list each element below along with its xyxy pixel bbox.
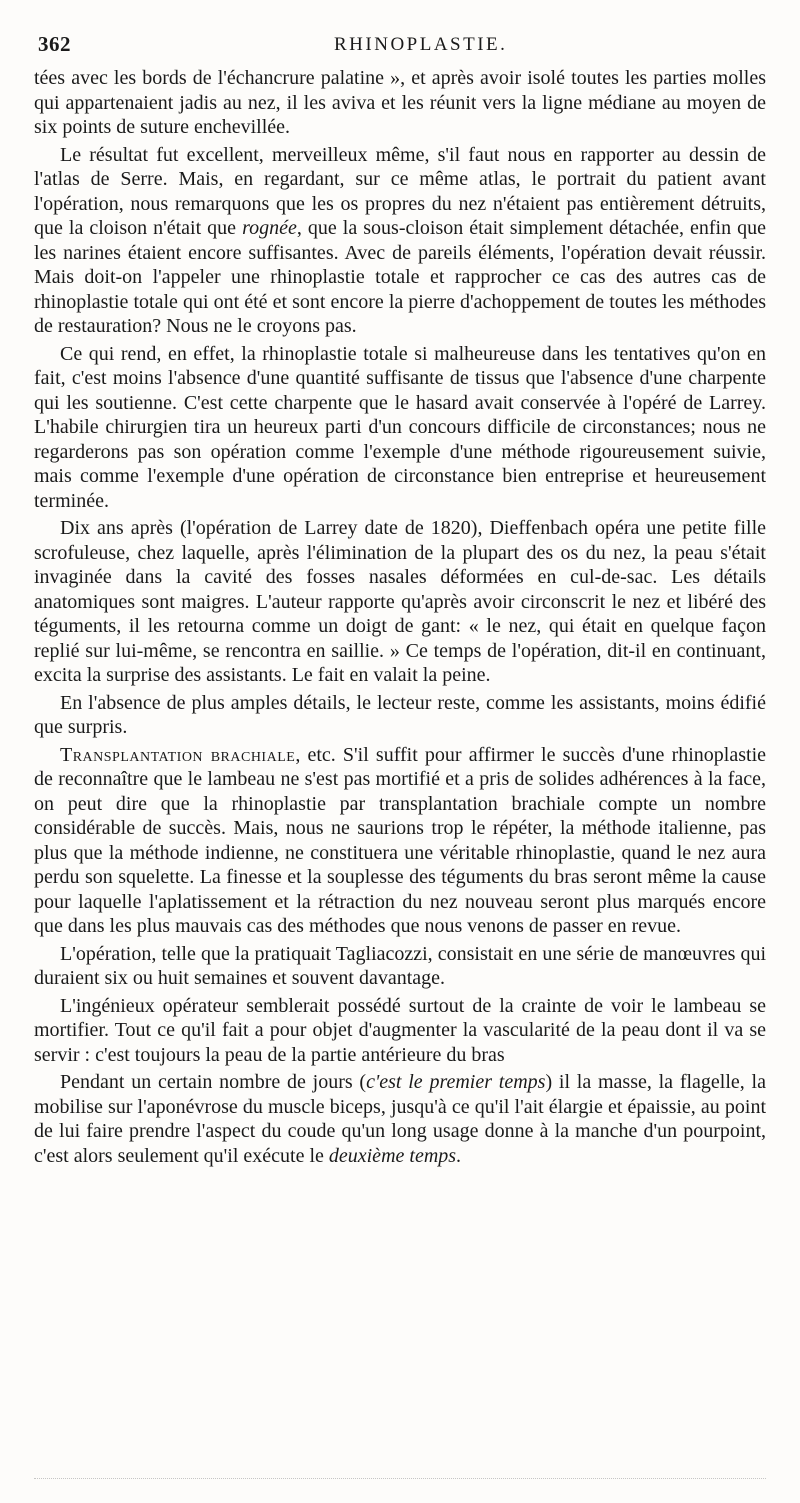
paragraph-7	[34, 942, 766, 991]
running-title: RHINOPLASTIE.	[334, 34, 508, 55]
paragraph-3	[34, 342, 766, 514]
paragraph-text: Le résultat fut excellent, merveilleux même, s'il faut nous en rapporter au dessin de l'atlas de Serre. Mais, en regardant, sur ce même atlas, le portrait du patient avant l'opération, nous remarquons que les os propres du nez n'étaient pas entièrement détruits, que la cloison n'était que	[34, 143, 766, 239]
paragraph-text: En l'absence de plus amples détails, le lecteur reste, comme les assistants, moins édifié que surpris.	[34, 691, 766, 738]
paragraph-text: L'opération, telle que la pratiquait Tagliacozzi, consistait en une série de manœuvres qui duraient six ou huit semaines et souvent davantage.	[34, 942, 766, 989]
paragraph-text: ) il la masse, la flagelle, la mobilise sur l'aponévrose du muscle biceps, jusqu'à ce qu'il l'ait élargie et épaissie, au point de lui faire prendre l'aspect du coude qu'un long usage donne à la manche d'un pourpoint, c'est alors seulement qu'il exécute le	[34, 1071, 766, 1167]
body-text	[34, 66, 766, 1171]
paragraph-text: tées avec les bords de l'échancrure palatine », et après avoir isolé toutes les parties molles qui appartenaient jadis au nez, il les aviva et les réunit vers la ligne médiane au moyen de six points de suture enchevillée.	[34, 67, 766, 138]
paragraph-6	[34, 743, 766, 939]
paragraph-text: Dix ans après (l'opération de Larrey date de 1820), Dieffenbach opéra une petite fille scrofuleuse, chez laquelle, après l'élimination de la plupart des os du nez, la peau s'était invaginée dans la cavité des fosses nasales déformées en cul-de-sac. Les détails anatomiques sont maigres. L'auteur rapporte qu'après avoir circonscrit le nez et libéré des téguments, il les retourna comme un doigt de gant: « le nez, qui était en quelque façon replié sur lui-même, se rencontra en saillie. » Ce temps de l'opération, dit-il en continuant, excita la surprise des assistants. Le fait en valait la peine.	[34, 517, 766, 686]
paragraph-8	[34, 994, 766, 1068]
paragraph-4	[34, 516, 766, 688]
paragraph-text: , que la sous-cloison était simplement détachée, enfin que les narines étaient encore suffisantes. Avec de pareils éléments, l'opération devait réussir. Mais doit-on l'appeler une rhinoplastie totale et rapprocher ce cas des autres cas de rhinoplastie totale qui ont été et sont encore la pierre d'achoppement de toutes les méthodes de restauration? Nous ne le croyons pas.	[34, 217, 767, 337]
paragraph-5	[34, 691, 766, 740]
italic-text: c'est le premier temps	[366, 1071, 546, 1093]
page-header	[34, 28, 770, 58]
scan-artifact-line	[34, 1478, 766, 1485]
page-number: 362	[38, 32, 71, 56]
italic-text: rognée	[242, 217, 297, 239]
paragraph-2	[34, 143, 766, 339]
paragraph-text: Ce qui rend, en effet, la rhinoplastie totale si malheureuse dans les tentatives qu'on en fait, c'est moins l'absence d'une quantité suffisante de tissus que l'absence d'une charpente qui les soutienne. C'est cette charpente que le hasard avait conservée à l'opéré de Larrey. L'habile chirurgien tira un heureux parti d'un concours difficile de circonstances; nous ne regarderons pas son opération comme l'exemple d'une méthode rigoureusement suivie, mais comme l'exemple d'une opération de circonstance bien entreprise et heureusement terminée.	[34, 342, 766, 512]
paragraph-1	[34, 66, 766, 140]
italic-text: deuxième temps	[328, 1144, 457, 1167]
paragraph-9	[34, 1070, 766, 1168]
section-heading: Transplantation brachiale	[60, 743, 296, 766]
paragraph-text: , etc. S'il suffit pour affirmer le succès d'une rhinoplastie de reconnaître que le lambeau ne s'est pas mortifié et a pris de solides adhérences à la face, on peut dire que la rhinoplastie par transplantation brachiale compte un nombre considérable de succès. Mais, nous ne saurions trop le répéter, la méthode italienne, pas plus que la méthode indienne, ne constituera une véritable rhinoplastie, quand le nez aura perdu son squelette. La finesse et la souplesse des téguments du bras seront même la cause pour laquelle l'aplatissement et la rétraction du nez nouveau seront plus marqués encore que dans les plus mauvais cas des méthodes que nous venons de passer en revue.	[34, 743, 766, 937]
paragraph-text: L'ingénieux opérateur semblerait possédé surtout de la crainte de voir le lambeau se mortifier. Tout ce qu'il fait a pour objet d'augmenter la vascularité de la peau dont il va se servir : c'est toujours la peau de la partie antérieure du bras	[34, 994, 766, 1066]
paragraph-text: .	[456, 1144, 462, 1167]
paragraph-text: Pendant un certain nombre de jours (	[60, 1071, 367, 1093]
